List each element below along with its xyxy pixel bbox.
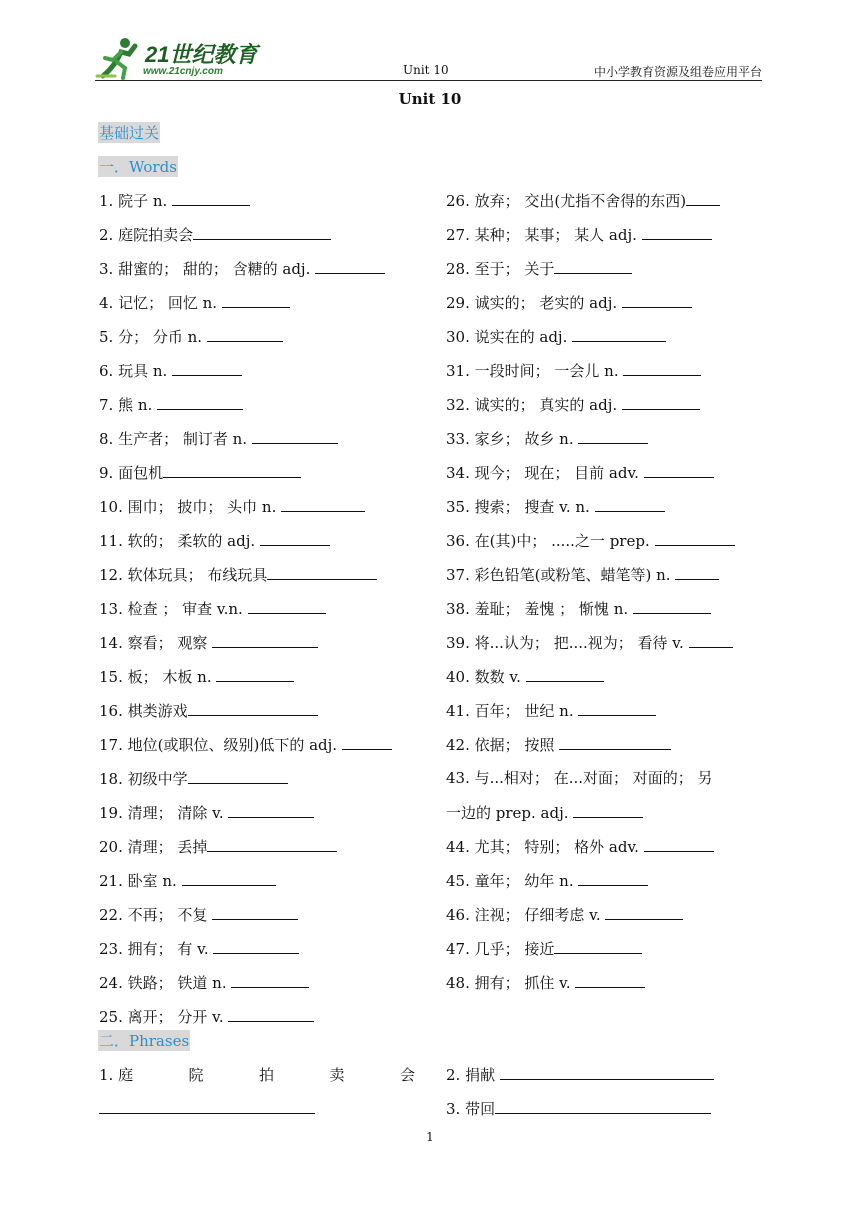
answer-blank[interactable]	[207, 836, 337, 852]
logo-text: 21世纪教育	[145, 42, 258, 67]
word-item: 12. 软体玩具； 布线玩具	[99, 564, 377, 585]
answer-blank[interactable]	[281, 496, 365, 512]
answer-blank[interactable]	[689, 632, 733, 648]
word-item: 18. 初级中学	[99, 768, 288, 789]
section-words-heading: 一．Words	[99, 158, 177, 176]
answer-blank[interactable]	[182, 870, 276, 886]
word-item: 43. 与...相对； 在...对面； 对面的； 另	[446, 769, 713, 787]
logo-url: www.21cnjy.com	[143, 66, 223, 77]
word-item: 17. 地位(或职位、级别)低下的 adj.	[99, 734, 392, 755]
answer-blank[interactable]	[212, 632, 318, 648]
word-item: 21. 卧室 n.	[99, 870, 276, 891]
word-item: 30. 说实在的 adj.	[446, 326, 666, 347]
answer-blank[interactable]	[500, 1064, 714, 1080]
phrase-item-1: 1. 庭 院 拍 卖 会	[99, 1066, 415, 1084]
answer-blank[interactable]	[231, 972, 309, 988]
word-item: 48. 拥有； 抓住 v.	[446, 972, 645, 993]
word-item: 38. 羞耻； 羞愧 ； 惭愧 n.	[446, 598, 711, 619]
answer-blank[interactable]	[655, 530, 735, 546]
word-item: 16. 棋类游戏	[99, 700, 318, 721]
header-unit: Unit 10	[403, 63, 449, 77]
word-item: 37. 彩色铅笔(或粉笔、蜡笔等) n.	[446, 564, 719, 585]
word-item: 45. 童年； 幼年 n.	[446, 870, 648, 891]
answer-blank[interactable]	[644, 836, 714, 852]
word-item: 27. 某种； 某事； 某人 adj.	[446, 224, 712, 245]
answer-blank[interactable]	[267, 564, 377, 580]
answer-blank[interactable]	[188, 700, 318, 716]
word-item: 23. 拥有； 有 v.	[99, 938, 299, 959]
word-item: 31. 一段时间； 一会儿 n.	[446, 360, 701, 381]
answer-blank[interactable]	[495, 1098, 711, 1114]
answer-blank[interactable]	[163, 462, 301, 478]
answer-blank[interactable]	[228, 1006, 314, 1022]
word-item: 33. 家乡； 故乡 n.	[446, 428, 648, 449]
word-item: 22. 不再； 不复	[99, 904, 298, 925]
answer-blank[interactable]	[188, 768, 288, 784]
answer-blank[interactable]	[578, 700, 656, 716]
word-item: 14. 察看； 观察	[99, 632, 318, 653]
page-header	[95, 30, 762, 82]
answer-blank[interactable]	[572, 326, 666, 342]
header-platform: 中小学教育资源及组卷应用平台	[593, 65, 762, 79]
answer-blank[interactable]	[213, 938, 299, 954]
word-item: 44. 尤其； 特别； 格外 adv.	[446, 836, 714, 857]
answer-blank[interactable]	[216, 666, 294, 682]
word-item: 42. 依据； 按照	[446, 734, 671, 755]
word-item: 29. 诚实的； 老实的 adj.	[446, 292, 692, 313]
word-item: 15. 板； 木板 n.	[99, 666, 294, 687]
answer-blank[interactable]	[633, 598, 711, 614]
answer-blank[interactable]	[248, 598, 326, 614]
answer-blank[interactable]	[172, 190, 250, 206]
word-item: 9. 面包机	[99, 462, 301, 483]
answer-blank[interactable]	[157, 394, 243, 410]
answer-blank[interactable]	[222, 292, 290, 308]
word-item: 35. 搜索； 搜查 v. n.	[446, 496, 665, 517]
word-item: 28. 至于； 关于	[446, 258, 632, 279]
word-item: 40. 数数 v.	[446, 666, 604, 687]
word-item: 36. 在(其)中； .....之一 prep.	[446, 530, 735, 551]
answer-blank[interactable]	[554, 258, 632, 274]
answer-blank[interactable]	[605, 904, 683, 920]
section-basic-heading: 基础过关	[99, 124, 160, 142]
answer-blank[interactable]	[559, 734, 671, 750]
answer-blank[interactable]	[228, 802, 314, 818]
answer-blank[interactable]	[623, 360, 701, 376]
word-item: 41. 百年； 世纪 n.	[446, 700, 656, 721]
word-item: 47. 几乎； 接近	[446, 938, 642, 959]
answer-blank[interactable]	[578, 870, 648, 886]
answer-blank[interactable]	[573, 802, 643, 818]
answer-blank[interactable]	[644, 462, 714, 478]
answer-blank[interactable]	[193, 224, 331, 240]
word-item: 4. 记忆； 回忆 n.	[99, 292, 290, 313]
header-divider	[95, 80, 762, 81]
page-title: Unit 10	[398, 90, 462, 108]
answer-blank[interactable]	[554, 938, 642, 954]
word-item: 46. 注视； 仔细考虑 v.	[446, 904, 683, 925]
word-item: 25. 离开； 分开 v.	[99, 1006, 314, 1027]
answer-blank[interactable]	[578, 428, 648, 444]
answer-blank[interactable]	[642, 224, 712, 240]
answer-blank[interactable]	[315, 258, 385, 274]
site-logo	[95, 36, 265, 80]
word-item: 24. 铁路； 铁道 n.	[99, 972, 309, 993]
phrase-item-2: 2. 捐献	[446, 1064, 714, 1085]
answer-blank[interactable]	[207, 326, 283, 342]
word-item: 2. 庭院拍卖会	[99, 224, 331, 245]
page-number: 1	[426, 1130, 434, 1144]
word-item: 39. 将...认为； 把....视为； 看待 v.	[446, 632, 733, 653]
answer-blank[interactable]	[526, 666, 604, 682]
word-item: 一边的 prep. adj.	[446, 802, 643, 823]
word-item: 7. 熊 n.	[99, 394, 243, 415]
answer-blank[interactable]	[622, 394, 700, 410]
answer-blank[interactable]	[675, 564, 719, 580]
word-item: 20. 清理； 丢掉	[99, 836, 337, 857]
answer-blank[interactable]	[575, 972, 645, 988]
runner-logo-icon	[95, 36, 143, 80]
word-item: 10. 围巾； 披巾； 头巾 n.	[99, 496, 365, 517]
answer-blank[interactable]	[595, 496, 665, 512]
word-item: 8. 生产者； 制订者 n.	[99, 428, 338, 449]
word-item: 6. 玩具 n.	[99, 360, 242, 381]
word-item: 26. 放弃； 交出(尤指不舍得的东西)	[446, 190, 720, 211]
word-item: 11. 软的； 柔软的 adj.	[99, 530, 330, 551]
answer-blank[interactable]	[212, 904, 298, 920]
word-item: 5. 分； 分币 n.	[99, 326, 283, 347]
answer-blank[interactable]	[260, 530, 330, 546]
answer-blank[interactable]	[99, 1098, 315, 1114]
answer-blank[interactable]	[252, 428, 338, 444]
answer-blank[interactable]	[622, 292, 692, 308]
phrase-item-3: 3. 带回	[446, 1098, 711, 1119]
word-item: 19. 清理； 清除 v.	[99, 802, 314, 823]
answer-blank[interactable]	[342, 734, 392, 750]
answer-blank[interactable]	[172, 360, 242, 376]
answer-blank[interactable]	[686, 190, 720, 206]
word-item: 32. 诚实的； 真实的 adj.	[446, 394, 700, 415]
section-phrases-heading: 二．Phrases	[99, 1032, 190, 1050]
word-item: 13. 检查 ； 审查 v.n.	[99, 598, 326, 619]
word-item: 1. 院子 n.	[99, 190, 250, 211]
word-item: 3. 甜蜜的； 甜的； 含糖的 adj.	[99, 258, 385, 279]
phrase-1-answer	[99, 1098, 315, 1119]
word-item: 34. 现今； 现在； 目前 adv.	[446, 462, 714, 483]
